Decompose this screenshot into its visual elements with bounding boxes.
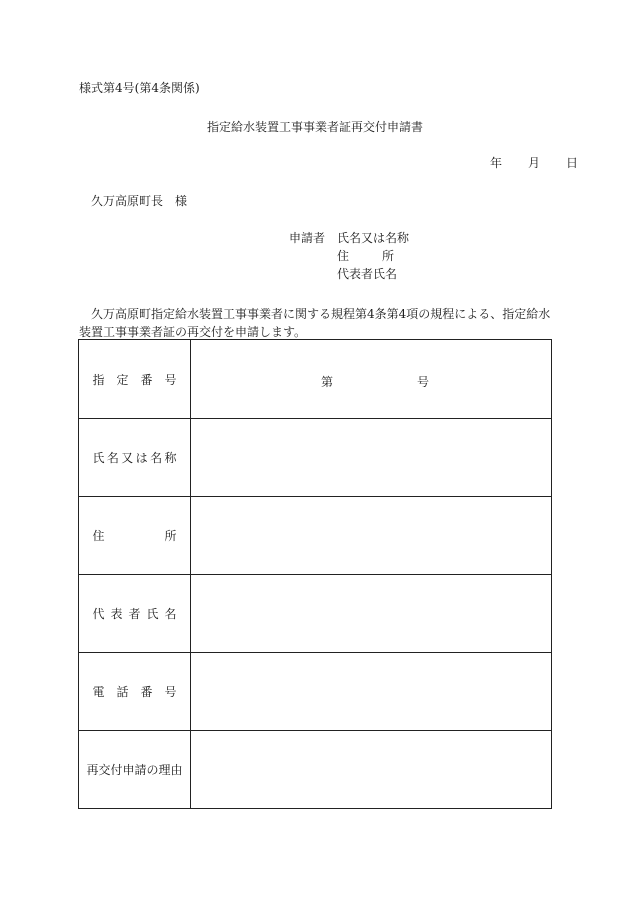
label-char: 指 <box>92 372 105 387</box>
request-statement: 久万高原町指定給水装置工事事業者に関する規程第4条第4項の規程による、指定給水装置工事事業者証の再交付を申請します。 <box>79 307 551 339</box>
label-char: は <box>135 451 148 465</box>
applicant-heading: 申請者 <box>289 231 326 245</box>
label-char: 又 <box>121 451 134 465</box>
row-label <box>79 731 191 808</box>
designation-number-field[interactable] <box>191 340 551 418</box>
label-char: 電 <box>92 685 105 699</box>
applicant-address-char: 所 <box>381 249 394 263</box>
table-row-address <box>79 496 551 574</box>
table-row-phone <box>79 652 551 730</box>
label-char: 表 <box>110 607 123 621</box>
label-char: 号 <box>164 685 177 699</box>
reason-field[interactable] <box>191 731 551 808</box>
date-year: 年 <box>490 156 503 170</box>
number-suffix: 号 <box>417 375 430 389</box>
label-char: 名 <box>164 607 177 621</box>
row-label <box>79 497 191 574</box>
applicant-address-label <box>337 250 394 262</box>
date-day: 日 <box>566 156 579 170</box>
row-label <box>79 419 191 496</box>
row-label <box>79 653 191 730</box>
form-number-label: 様式第4号(第4条関係) <box>79 81 200 95</box>
phone-field[interactable] <box>191 653 551 730</box>
table-row-name <box>79 418 551 496</box>
row-label <box>79 340 191 418</box>
address-field[interactable] <box>191 497 551 574</box>
label-char: 所 <box>164 529 177 543</box>
applicant-name-label: 氏名又は名称 <box>337 231 410 245</box>
label-char: 番 <box>140 685 153 699</box>
representative-field[interactable] <box>191 575 551 652</box>
date-line <box>464 157 578 169</box>
label-char: 住 <box>92 529 105 543</box>
label-char: 定 <box>116 372 129 387</box>
number-prefix: 第 <box>321 375 334 389</box>
label-char: 者 <box>128 607 141 621</box>
label-char: 代 <box>92 607 105 621</box>
table-row-reason <box>79 730 551 808</box>
label-char: 氏 <box>146 607 159 621</box>
label-char: 話 <box>116 685 129 699</box>
application-form-table <box>78 339 552 809</box>
label-char: 号 <box>164 372 177 387</box>
row-label <box>79 575 191 652</box>
table-row-designation-number <box>79 340 551 418</box>
label-text: 再交付申請の理由 <box>86 763 183 777</box>
label-char: 番 <box>140 372 153 387</box>
label-char: 氏 <box>92 451 105 465</box>
addressee: 久万高原町長 様 <box>91 194 188 208</box>
applicant-address-char: 住 <box>337 249 350 263</box>
table-row-representative <box>79 574 551 652</box>
applicant-representative-label: 代表者氏名 <box>337 267 398 281</box>
label-char: 名 <box>150 451 163 465</box>
date-month: 月 <box>528 156 541 170</box>
name-field[interactable] <box>191 419 551 496</box>
label-char: 称 <box>164 451 177 465</box>
label-char: 名 <box>106 451 119 465</box>
document-title: 指定給水装置工事事業者証再交付申請書 <box>206 120 423 134</box>
